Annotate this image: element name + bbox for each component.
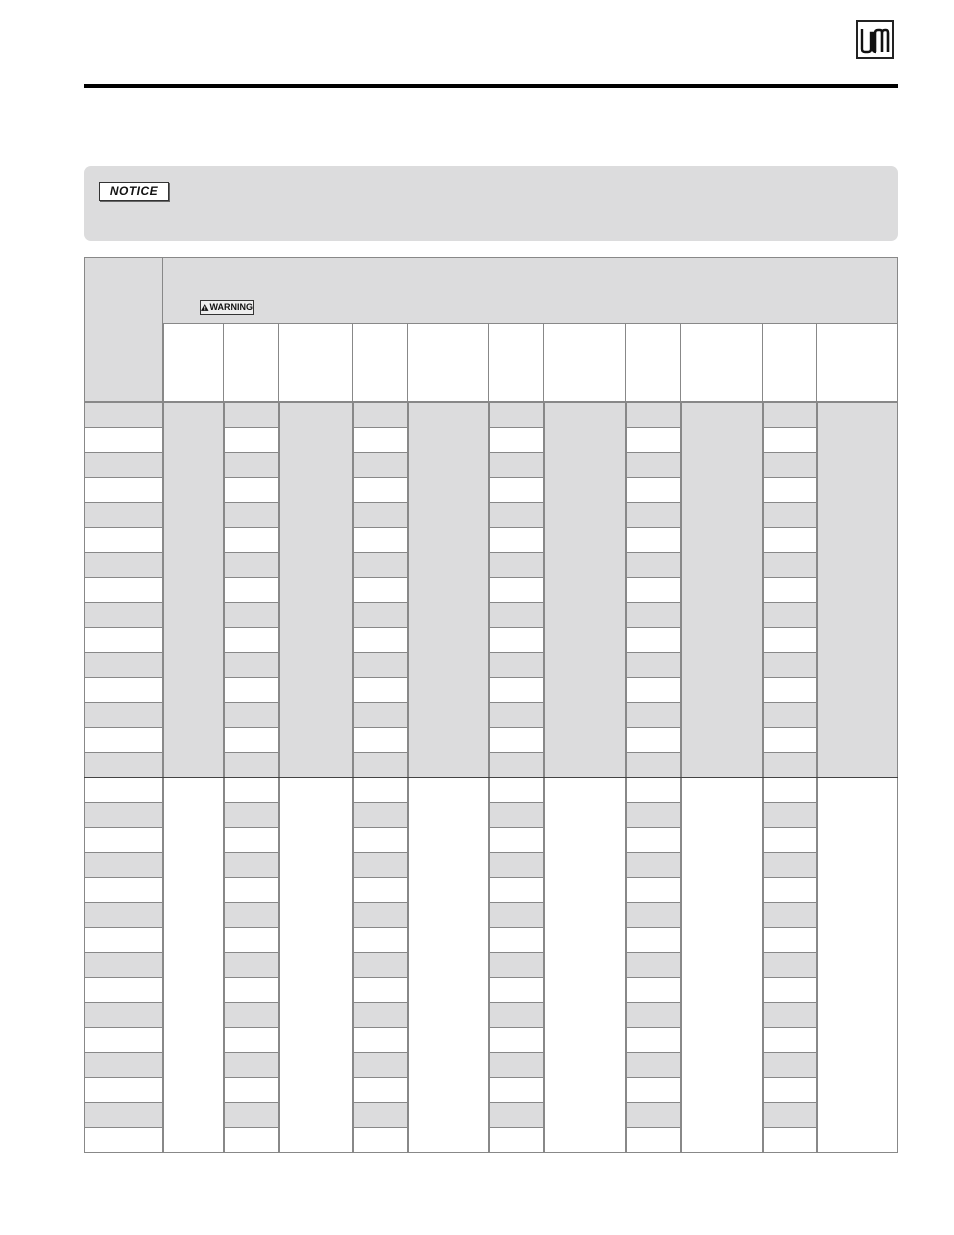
- table-row-cell: [626, 977, 681, 1003]
- table-row-cell: [84, 977, 163, 1003]
- table-row-cell: [489, 1102, 544, 1128]
- table-row-cell: [224, 1002, 279, 1028]
- table-row-cell: [626, 827, 681, 853]
- table-row-cell: [353, 477, 408, 503]
- merged-setting-block: [279, 777, 353, 1153]
- table-row-cell: [489, 777, 544, 803]
- table-row-cell: [489, 802, 544, 828]
- table-row-cell: [763, 727, 817, 753]
- table-row-cell: [224, 1052, 279, 1078]
- merged-setting-block: [544, 777, 626, 1153]
- column-header-11: [817, 324, 898, 402]
- table-row-cell: [84, 652, 163, 678]
- table-row-cell: [489, 427, 544, 453]
- table-row-cell: [626, 1027, 681, 1053]
- merged-setting-block: [408, 777, 489, 1153]
- table-row-cell: [224, 702, 279, 728]
- table-row-cell: [626, 752, 681, 778]
- table-row-cell: [353, 927, 408, 953]
- table-header-top: [163, 257, 898, 324]
- table-row-cell: [84, 927, 163, 953]
- table-row-cell: [626, 1052, 681, 1078]
- table-row-cell: [489, 552, 544, 578]
- wm-logo: [856, 20, 894, 59]
- table-row-cell: [224, 927, 279, 953]
- table-row-cell: [84, 552, 163, 578]
- table-row-cell: [626, 502, 681, 528]
- table-row-cell: [84, 677, 163, 703]
- table-row-cell: [224, 427, 279, 453]
- table-row-cell: [763, 1027, 817, 1053]
- table-row-cell: [626, 927, 681, 953]
- table-row-cell: [489, 677, 544, 703]
- table-row-cell: [353, 777, 408, 803]
- merged-setting-block: [681, 777, 763, 1153]
- table-row-cell: [84, 777, 163, 803]
- table-row-cell: [84, 752, 163, 778]
- table-row-cell: [489, 877, 544, 903]
- table-row-cell: [224, 802, 279, 828]
- table-row-cell: [763, 977, 817, 1003]
- table-row-cell: [763, 952, 817, 978]
- table-row-cell: [489, 627, 544, 653]
- merged-setting-block: [163, 777, 224, 1153]
- table-row-cell: [84, 1077, 163, 1103]
- merged-setting-block: [681, 402, 763, 778]
- table-row-cell: [626, 602, 681, 628]
- table-row-cell: [763, 452, 817, 478]
- table-row-cell: [224, 752, 279, 778]
- table-row-cell: [353, 502, 408, 528]
- table-row-cell: [84, 1052, 163, 1078]
- table-row-cell: [626, 477, 681, 503]
- table-row-cell: [763, 927, 817, 953]
- table-row-cell: [224, 627, 279, 653]
- table-row-cell: [489, 827, 544, 853]
- table-row-cell: [84, 477, 163, 503]
- table-row-cell: [763, 1127, 817, 1153]
- table-row-cell: [224, 827, 279, 853]
- table-row-cell: [489, 1052, 544, 1078]
- table-row-cell: [626, 1102, 681, 1128]
- table-row-cell: [489, 752, 544, 778]
- table-row-cell: [353, 902, 408, 928]
- table-row-cell: [84, 827, 163, 853]
- table-header-left: [84, 257, 163, 402]
- table-row-cell: [84, 627, 163, 653]
- table-row-cell: [626, 1002, 681, 1028]
- table-row-cell: [224, 552, 279, 578]
- table-row-cell: [353, 1077, 408, 1103]
- table-row-cell: [353, 527, 408, 553]
- table-row-cell: [489, 1002, 544, 1028]
- table-row-cell: [84, 602, 163, 628]
- column-header-4: [353, 324, 408, 402]
- table-row-cell: [224, 602, 279, 628]
- table-row-cell: [84, 877, 163, 903]
- table-row-cell: [353, 452, 408, 478]
- table-row-cell: [224, 402, 279, 428]
- table-row-cell: [84, 427, 163, 453]
- table-row-cell: [353, 1002, 408, 1028]
- table-row-cell: [763, 1102, 817, 1128]
- table-row-cell: [626, 702, 681, 728]
- table-row-cell: [763, 1052, 817, 1078]
- table-row-cell: [763, 502, 817, 528]
- table-row-cell: [763, 477, 817, 503]
- table-row-cell: [353, 877, 408, 903]
- merged-setting-block: [544, 402, 626, 778]
- table-row-cell: [84, 952, 163, 978]
- table-row-cell: [626, 802, 681, 828]
- table-row-cell: [763, 1077, 817, 1103]
- table-row-cell: [489, 602, 544, 628]
- table-row-cell: [353, 1052, 408, 1078]
- column-header-7: [544, 324, 626, 402]
- table-row-cell: [84, 802, 163, 828]
- column-header-10: [763, 324, 817, 402]
- table-row-cell: [763, 902, 817, 928]
- table-row-cell: [489, 452, 544, 478]
- table-row-cell: [353, 727, 408, 753]
- table-row-cell: [224, 652, 279, 678]
- table-row-cell: [224, 1102, 279, 1128]
- table-row-cell: [84, 577, 163, 603]
- table-row-cell: [84, 727, 163, 753]
- group-divider: [84, 777, 898, 778]
- table-row-cell: [353, 802, 408, 828]
- warning-badge: [200, 300, 254, 315]
- table-row-cell: [489, 527, 544, 553]
- column-header-6: [489, 324, 544, 402]
- table-row-cell: [353, 952, 408, 978]
- table-row-cell: [84, 1127, 163, 1153]
- table-row-cell: [353, 752, 408, 778]
- table-row-cell: [763, 877, 817, 903]
- table-row-cell: [224, 452, 279, 478]
- table-row-cell: [353, 552, 408, 578]
- table-row-cell: [84, 402, 163, 428]
- table-row-cell: [763, 627, 817, 653]
- table-row-cell: [224, 1127, 279, 1153]
- table-row-cell: [84, 1027, 163, 1053]
- table-row-cell: [489, 477, 544, 503]
- table-row-cell: [489, 502, 544, 528]
- table-row-cell: [763, 852, 817, 878]
- table-row-cell: [224, 977, 279, 1003]
- column-header-9: [681, 324, 763, 402]
- table-row-cell: [626, 402, 681, 428]
- table-row-cell: [489, 702, 544, 728]
- table-row-cell: [224, 902, 279, 928]
- table-row-cell: [626, 452, 681, 478]
- table-row-cell: [626, 727, 681, 753]
- wm-logo-icon: [860, 25, 890, 55]
- table-row-cell: [763, 577, 817, 603]
- column-header-2: [224, 324, 279, 402]
- table-row-cell: [84, 452, 163, 478]
- table-row-cell: [353, 427, 408, 453]
- table-row-cell: [763, 652, 817, 678]
- table-row-cell: [84, 502, 163, 528]
- table-row-cell: [763, 1002, 817, 1028]
- table-row-cell: [84, 702, 163, 728]
- notice-badge: NOTICE: [99, 182, 169, 201]
- column-header-3: [279, 324, 353, 402]
- table-row-cell: [353, 1102, 408, 1128]
- table-row-cell: [353, 677, 408, 703]
- table-row-cell: [763, 427, 817, 453]
- table-row-cell: [489, 1027, 544, 1053]
- table-row-cell: [489, 852, 544, 878]
- table-row-cell: [763, 527, 817, 553]
- column-header-1: [163, 324, 224, 402]
- merged-setting-block: [817, 777, 898, 1153]
- header-rule: [84, 84, 898, 88]
- table-row-cell: [353, 977, 408, 1003]
- table-row-cell: [489, 1127, 544, 1153]
- table-row-cell: [489, 402, 544, 428]
- table-row-cell: [626, 527, 681, 553]
- table-row-cell: [353, 852, 408, 878]
- table-row-cell: [626, 577, 681, 603]
- table-row-cell: [489, 902, 544, 928]
- table-row-cell: [84, 852, 163, 878]
- table-row-cell: [626, 877, 681, 903]
- column-header-5: [408, 324, 489, 402]
- table-row-cell: [763, 702, 817, 728]
- table-row-cell: [84, 527, 163, 553]
- table-row-cell: [224, 677, 279, 703]
- table-row-cell: [626, 627, 681, 653]
- table-row-cell: [224, 952, 279, 978]
- table-row-cell: [489, 652, 544, 678]
- table-row-cell: [489, 727, 544, 753]
- table-row-cell: [626, 652, 681, 678]
- table-row-cell: [224, 527, 279, 553]
- table-row-cell: [763, 777, 817, 803]
- table-row-cell: [224, 777, 279, 803]
- table-row-cell: [224, 477, 279, 503]
- warning-triangle-icon: [201, 303, 209, 312]
- table-row-cell: [626, 552, 681, 578]
- warning-badge-label: WARNING: [209, 302, 253, 312]
- notice-box: [84, 166, 898, 241]
- table-row-cell: [626, 677, 681, 703]
- table-row-cell: [489, 1077, 544, 1103]
- table-row-cell: [84, 1002, 163, 1028]
- table-row-cell: [763, 552, 817, 578]
- merged-setting-block: [163, 402, 224, 778]
- table-row-cell: [626, 952, 681, 978]
- table-row-cell: [763, 802, 817, 828]
- table-row-cell: [626, 1077, 681, 1103]
- table-row-cell: [353, 702, 408, 728]
- table-row-cell: [224, 502, 279, 528]
- merged-setting-block: [279, 402, 353, 778]
- merged-setting-block: [817, 402, 898, 778]
- table-row-cell: [224, 877, 279, 903]
- table-row-cell: [353, 1127, 408, 1153]
- merged-setting-block: [408, 402, 489, 778]
- table-row-cell: [353, 1027, 408, 1053]
- table-row-cell: [84, 902, 163, 928]
- table-row-cell: [84, 1102, 163, 1128]
- table-row-cell: [353, 652, 408, 678]
- column-header-8: [626, 324, 681, 402]
- table-row-cell: [353, 577, 408, 603]
- table-row-cell: [763, 752, 817, 778]
- table-row-cell: [353, 602, 408, 628]
- table-row-cell: [626, 1127, 681, 1153]
- table-row-cell: [489, 952, 544, 978]
- table-row-cell: [224, 577, 279, 603]
- table-row-cell: [763, 402, 817, 428]
- table-row-cell: [353, 827, 408, 853]
- table-row-cell: [626, 902, 681, 928]
- table-row-cell: [224, 1027, 279, 1053]
- table-row-cell: [763, 677, 817, 703]
- table-row-cell: [489, 577, 544, 603]
- table-row-cell: [224, 1077, 279, 1103]
- table-row-cell: [626, 852, 681, 878]
- table-row-cell: [353, 402, 408, 428]
- table-row-cell: [489, 977, 544, 1003]
- table-row-cell: [763, 827, 817, 853]
- table-row-cell: [626, 427, 681, 453]
- table-row-cell: [353, 627, 408, 653]
- table-row-cell: [224, 727, 279, 753]
- table-row-cell: [489, 927, 544, 953]
- table-row-cell: [626, 777, 681, 803]
- table-row-cell: [763, 602, 817, 628]
- table-row-cell: [224, 852, 279, 878]
